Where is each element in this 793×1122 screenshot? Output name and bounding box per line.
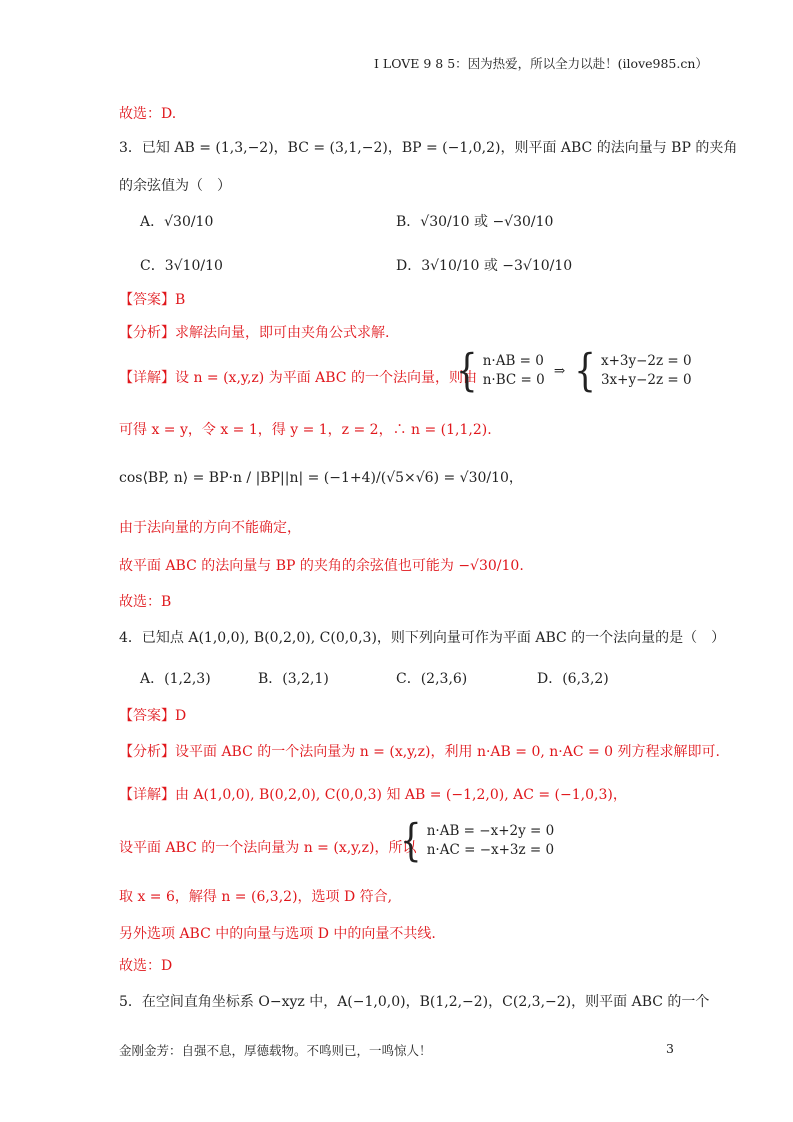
- q4-detail-normal: 设平面 ABC 的一个法向量为 n = (x,y,z)，所以: [119, 840, 417, 856]
- q4-analysis: 【分析】设平面 ABC 的一个法向量为 n = (x,y,z)，利用 n·AB = 0, n·AC = 0 列方程求解即可.: [119, 744, 720, 760]
- q4-detail-vectors: 【详解】由 A(1,0,0), B(0,2,0), C(0,0,3) 知 AB = (−1,2,0), AC = (−1,0,3)，: [119, 787, 627, 803]
- q4-stem: 4．已知点 A(1,0,0), B(0,2,0), C(0,0,3)，则下列向量可作为平面 ABC 的一个法向量的是（ ）: [119, 630, 726, 646]
- q3-stem-line1: 3．已知 AB = (1,3,−2)，BC = (3,1,−2)，BP = (−1,0,2)，则平面 ABC 的法向量与 BP 的夹角: [119, 140, 738, 156]
- implies-arrow: ⇒: [553, 362, 566, 379]
- left-brace: {: [574, 345, 596, 397]
- q4-detail-solution: 取 x = 6，解得 n = (6,3,2)，选项 D 符合,: [119, 889, 393, 905]
- q3-option-d: D．3√10/10 或 −3√10/10: [396, 258, 573, 274]
- q4-option-c: C．(2,3,6): [396, 671, 468, 687]
- system-right: [601, 352, 692, 390]
- left-brace: {: [400, 815, 422, 867]
- page-header: I LOVE 9 8 5：因为热爱，所以全力以赴！(ilove985.cn）: [374, 56, 708, 71]
- system-eq-1: n·AB = −x+2y = 0: [426, 823, 555, 839]
- system-left: [483, 352, 545, 390]
- q3-detail-direction: 由于法向量的方向不能确定，: [119, 520, 301, 536]
- q4-option-d: D．(6,3,2): [537, 671, 609, 687]
- system-eq-2: n·BC = 0: [482, 372, 545, 388]
- system-eq-2: n·AC = −x+3z = 0: [426, 842, 555, 858]
- q2-final: 故选：D.: [119, 106, 177, 122]
- q4-option-a: A．(1,2,3): [140, 671, 211, 687]
- q3-option-c: C．3√10/10: [140, 258, 223, 274]
- q4-answer: 【答案】D: [119, 708, 187, 724]
- left-brace: {: [456, 345, 478, 397]
- q3-final: 故选：B: [119, 594, 172, 610]
- q3-detail-conclusion: 故平面 ABC 的法向量与 BP 的夹角的余弦值也可能为 −√30/10.: [119, 558, 524, 574]
- page-number: 3: [666, 1041, 674, 1056]
- q3-stem-line2: 的余弦值为（ ）: [119, 178, 231, 194]
- q5-stem: 5．在空间直角坐标系 O−xyz 中，A(−1,0,0)，B(1,2,−2)，C(2,3,−2)，则平面 ABC 的一个: [119, 994, 710, 1010]
- q4-detail-collinear: 另外选项 ABC 中的向量与选项 D 中的向量不共线.: [119, 926, 436, 942]
- q3-cosine-formula: cos⟨BP, n⟩ = BP·n / |BP||n| = (−1+4)/(√5×√6) = √30/10，: [119, 470, 523, 486]
- q3-option-a: A．√30/10: [140, 214, 214, 230]
- system-body: [427, 822, 555, 860]
- system-eq-3: x+3y−2z = 0: [600, 353, 692, 369]
- q3-detail-solve: 可得 x = y，令 x = 1，得 y = 1，z = 2，∴ n = (1,1,2).: [119, 422, 492, 438]
- q4-final: 故选：D: [119, 958, 173, 974]
- q3-option-b: B．√30/10 或 −√30/10: [396, 214, 554, 230]
- q4-equation-system: [400, 815, 555, 867]
- q3-answer: 【答案】B: [119, 292, 186, 308]
- footer-motto: 金刚金芳：自强不息，厚德载物。不鸣则已，一鸣惊人！: [119, 1043, 432, 1058]
- q3-analysis: 【分析】求解法向量，即可由夹角公式求解.: [119, 325, 390, 341]
- q3-detail-intro: 【详解】设 n = (x,y,z) 为平面 ABC 的一个法向量，则由: [119, 370, 477, 386]
- system-eq-1: n·AB = 0: [482, 353, 544, 369]
- system-eq-4: 3x+y−2z = 0: [600, 372, 692, 388]
- q4-option-b: B．(3,2,1): [258, 671, 329, 687]
- q3-equation-system: [456, 345, 692, 397]
